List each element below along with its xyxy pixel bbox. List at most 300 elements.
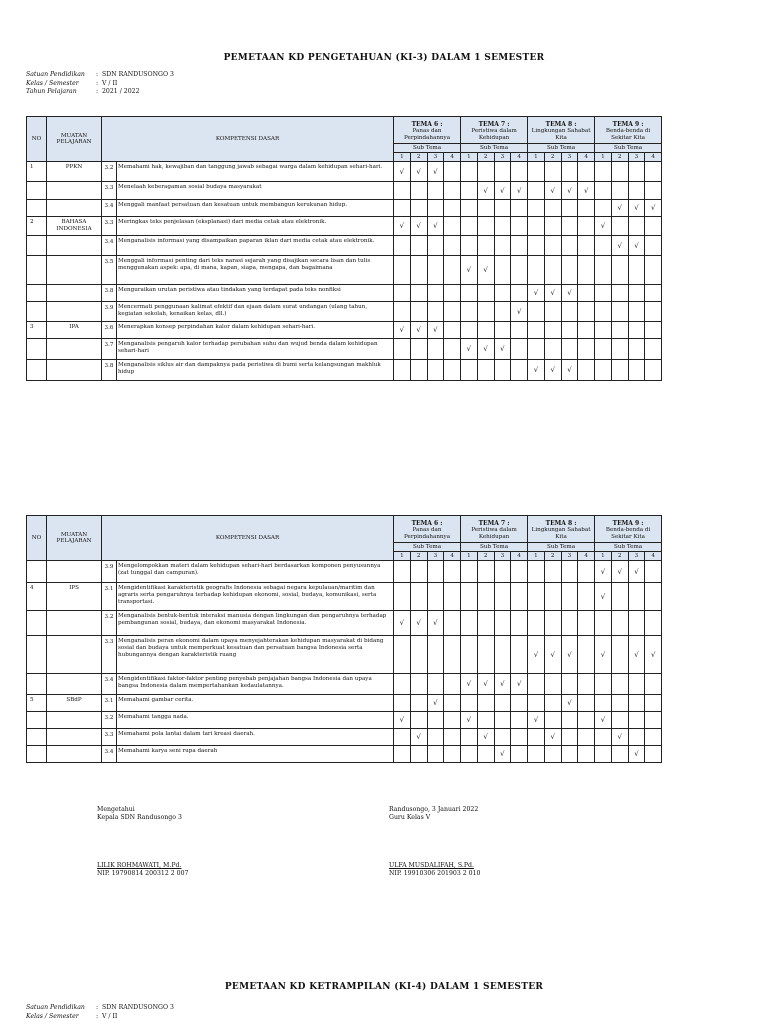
signature-right: Randusongo, 3 Januari 2022 Guru Kelas V ULFA MUSDALIFAH, S.Pd. NIP. 19910306 201903 2 010 [389, 806, 481, 877]
mark-cell [611, 674, 628, 695]
check-mark: √ [567, 186, 572, 195]
mark-cell [628, 611, 645, 636]
theme-name: Benda-benda di Sekitar Kita [605, 127, 651, 141]
check-mark: √ [550, 289, 555, 297]
subtema-number: 4 [645, 552, 662, 561]
mark-cell [461, 302, 478, 322]
mark-cell [410, 583, 427, 611]
subject-name [47, 302, 102, 322]
kd-description: Menguraikan urutan peristiwa atau tindakan yang terdapat pada teks nonfiksi [117, 285, 394, 302]
mark-cell [494, 636, 511, 674]
mark-cell [561, 322, 578, 339]
subject-name: BAHASA INDONESIA [47, 217, 102, 236]
subtema-label: Sub Tema [528, 543, 595, 552]
check-mark: √ [433, 619, 438, 627]
mark-cell [444, 182, 461, 200]
mark-cell [611, 636, 628, 674]
check-mark: √ [617, 204, 622, 212]
mark-cell [477, 285, 494, 302]
kd-number: 3.7 [102, 339, 117, 360]
mark-cell [494, 182, 511, 200]
subtema-number: 2 [611, 153, 628, 162]
mark-cell [461, 217, 478, 236]
mark-cell [477, 674, 494, 695]
mark-cell [410, 200, 427, 217]
mark-cell [410, 285, 427, 302]
subtema-label: Sub Tema [461, 543, 528, 552]
mark-cell [427, 674, 444, 695]
mark-cell [394, 561, 411, 583]
mark-cell [444, 636, 461, 674]
mark-cell [410, 712, 427, 729]
mark-cell [611, 583, 628, 611]
mark-cell [578, 236, 595, 256]
mark-cell [561, 674, 578, 695]
mark-cell [628, 729, 645, 746]
row-number [27, 256, 47, 285]
mark-cell [427, 285, 444, 302]
mark-cell [477, 746, 494, 763]
mark-cell [427, 695, 444, 712]
mark-cell [628, 339, 645, 360]
mark-cell [528, 674, 545, 695]
mark-cell [444, 162, 461, 182]
check-mark: √ [600, 716, 606, 724]
header-kompetensi-dasar: KOMPETENSI DASAR [102, 516, 394, 561]
mark-cell [394, 200, 411, 217]
table-row [27, 182, 662, 200]
mark-cell [544, 674, 561, 695]
row-number [27, 674, 47, 695]
table-row [27, 636, 662, 674]
mark-cell [511, 302, 528, 322]
principal-name: LILIK ROHMAWATI, M.Pd. [97, 862, 182, 869]
mark-cell [511, 746, 528, 763]
table-row [27, 729, 662, 746]
theme-label: TEMA 9 : [612, 120, 644, 128]
theme-name: Peristiwa dalam Kehidupan [471, 526, 517, 540]
mark-cell [578, 322, 595, 339]
theme-label: TEMA 7 : [478, 519, 510, 527]
check-mark: √ [650, 204, 656, 212]
mark-cell [494, 236, 511, 256]
mark-cell [578, 162, 595, 182]
theme-header-9 [595, 516, 662, 543]
mark-cell [410, 561, 427, 583]
mark-cell [528, 695, 545, 712]
mark-cell [444, 360, 461, 381]
subtema-number: 3 [494, 153, 511, 162]
mark-cell [461, 611, 478, 636]
mark-cell [427, 217, 444, 236]
check-mark: √ [416, 167, 421, 176]
mark-cell [611, 339, 628, 360]
header-no: NO [27, 516, 47, 561]
theme-header-9 [595, 117, 662, 144]
table-row [27, 746, 662, 763]
mark-cell [561, 561, 578, 583]
mark-cell [561, 611, 578, 636]
mark-cell [444, 729, 461, 746]
kd-number: 3.4 [102, 200, 117, 217]
header-row [27, 516, 662, 543]
mark-cell [511, 674, 528, 695]
row-number [27, 712, 47, 729]
mark-cell [477, 583, 494, 611]
mark-cell [595, 339, 612, 360]
mark-cell [494, 322, 511, 339]
mark-cell [544, 360, 561, 381]
subtema-number: 4 [444, 552, 461, 561]
kd-description: Memahami hak, kewajiban dan tanggung jawab sebagai warga dalam kehidupan sehari-hari. [117, 162, 394, 182]
row-number [27, 236, 47, 256]
mark-cell [628, 302, 645, 322]
kd-description: Menelaah keberagaman sosial budaya masyarakat [117, 182, 394, 200]
theme-header-7 [461, 516, 528, 543]
check-mark: √ [416, 326, 421, 334]
row-number [27, 302, 47, 322]
mark-cell [511, 339, 528, 360]
check-mark: √ [567, 366, 572, 374]
subtema-number: 1 [528, 153, 545, 162]
mark-cell [394, 695, 411, 712]
meta-row: Kelas / Semester : V / II [26, 1012, 118, 1020]
mark-cell [477, 302, 494, 322]
check-mark: √ [533, 716, 539, 724]
mark-cell [595, 200, 612, 217]
mark-cell [595, 583, 612, 611]
mark-cell [611, 611, 628, 636]
mark-cell [561, 285, 578, 302]
mark-cell [561, 636, 578, 674]
mark-cell [410, 746, 427, 763]
row-number: 1 [27, 162, 47, 182]
subtema-number: 1 [461, 552, 478, 561]
title-ki3: PEMETAAN KD PENGETAHUAN (KI-3) DALAM 1 SEMESTER [223, 53, 545, 63]
subtema-number: 2 [410, 552, 427, 561]
check-mark: √ [483, 345, 488, 353]
mark-cell [427, 339, 444, 360]
kd-description: Menganalisis peran ekonomi dalam upaya menyejahterakan kehidupan masyarakat di bidang sosial dan budaya untuk memperkuat kesatuan dan persatuan bangsa Indonesia serta hubungannya dengan karakteristik ruang [117, 636, 394, 674]
mark-cell [561, 236, 578, 256]
kd-number: 3.4 [102, 236, 117, 256]
check-mark: √ [634, 204, 639, 212]
mark-cell [611, 746, 628, 763]
mark-cell [410, 339, 427, 360]
mark-cell [461, 236, 478, 256]
mark-cell [528, 302, 545, 322]
mark-cell [528, 200, 545, 217]
mark-cell [394, 712, 411, 729]
mark-cell [628, 674, 645, 695]
mark-cell [394, 302, 411, 322]
mark-cell [578, 674, 595, 695]
check-mark: √ [500, 680, 505, 688]
mark-cell [494, 583, 511, 611]
mark-cell [544, 200, 561, 217]
mark-cell [645, 302, 662, 322]
kd-number: 3.1 [102, 583, 117, 611]
mark-cell [611, 360, 628, 381]
check-mark: √ [466, 716, 472, 724]
table-row [27, 217, 662, 236]
header-kompetensi-dasar: KOMPETENSI DASAR [102, 117, 394, 162]
mark-cell [628, 712, 645, 729]
theme-header-8 [528, 117, 595, 144]
subtema-number: 3 [628, 153, 645, 162]
mark-cell [511, 636, 528, 674]
subtema-number: 3 [561, 552, 578, 561]
mark-cell [628, 746, 645, 763]
theme-header-8 [528, 516, 595, 543]
mark-cell [628, 695, 645, 712]
kd-description: Mengidentifikasi karakteristik geografis Indonesia sebagai negara kepulauan/maritim dan agraris serta pengaruhnya terhadap kehidupan ekonomi, sosial, budaya, komunikasi, serta transportasi. [117, 583, 394, 611]
theme-header-6 [394, 516, 461, 543]
table-row [27, 322, 662, 339]
kd-description: Menganalisis pengaruh kalor terhadap perubahan suhu dan wujud benda dalam kehidupan sehari-hari [117, 339, 394, 360]
mark-cell [511, 561, 528, 583]
mark-cell [461, 712, 478, 729]
mark-cell [427, 611, 444, 636]
kd-number: 3.4 [102, 674, 117, 695]
mark-cell [511, 729, 528, 746]
kd-number: 3.3 [102, 729, 117, 746]
table-row [27, 285, 662, 302]
check-mark: √ [433, 167, 438, 176]
subject-name [47, 236, 102, 256]
mark-cell [494, 561, 511, 583]
mark-cell [528, 217, 545, 236]
subtema-number: 4 [444, 153, 461, 162]
mark-cell [511, 360, 528, 381]
mark-cell [511, 285, 528, 302]
header-muatan: MUATAN PELAJARAN [47, 516, 102, 561]
mark-cell [410, 217, 427, 236]
mark-cell [645, 583, 662, 611]
subtema-number: 3 [561, 153, 578, 162]
mark-cell [394, 217, 411, 236]
mark-cell [477, 162, 494, 182]
kd-number: 3.4 [102, 746, 117, 763]
check-mark: √ [500, 345, 505, 353]
title-ki4: PEMETAAN KD KETRAMPILAN (KI-4) DALAM 1 SEMESTER [224, 982, 544, 992]
mark-cell [528, 339, 545, 360]
mark-cell [595, 636, 612, 674]
mark-cell [444, 200, 461, 217]
mark-cell [595, 217, 612, 236]
subject-name [47, 182, 102, 200]
theme-label: TEMA 6 : [411, 120, 443, 128]
mark-cell [595, 746, 612, 763]
mark-cell [494, 360, 511, 381]
kd-number: 3.2 [102, 712, 117, 729]
mark-cell [628, 256, 645, 285]
mark-cell [628, 236, 645, 256]
subject-name [47, 674, 102, 695]
check-mark: √ [533, 650, 539, 659]
mark-cell [427, 236, 444, 256]
signature-left: Mengetahui Kepala SDN Randusongo 3 LILIK ROHMAWATI, M.Pd. NIP. 19790814 200312 2 007 [97, 806, 189, 877]
mark-cell [544, 712, 561, 729]
mark-cell [410, 611, 427, 636]
row-number: 4 [27, 583, 47, 611]
mark-cell [544, 236, 561, 256]
mark-cell [477, 561, 494, 583]
mark-cell [461, 695, 478, 712]
mark-cell [595, 561, 612, 583]
mark-cell [461, 636, 478, 674]
mark-cell [611, 256, 628, 285]
kd-description: Menerapkan konsep perpindahan kalor dalam kehidupan sehari-hari. [117, 322, 394, 339]
table-row [27, 339, 662, 360]
mark-cell [578, 636, 595, 674]
check-mark: √ [634, 650, 639, 659]
check-mark: √ [634, 241, 639, 250]
theme-label: TEMA 9 : [612, 519, 644, 527]
subtema-number: 3 [628, 552, 645, 561]
row-number [27, 360, 47, 381]
kd-number: 3.8 [102, 285, 117, 302]
check-mark: √ [533, 366, 539, 374]
subtema-number: 3 [427, 153, 444, 162]
mark-cell [427, 712, 444, 729]
subject-name [47, 561, 102, 583]
mark-cell [394, 339, 411, 360]
mark-cell [444, 746, 461, 763]
row-number [27, 200, 47, 217]
subtema-number: 2 [544, 153, 561, 162]
mark-cell [611, 200, 628, 217]
mark-cell [645, 729, 662, 746]
mark-cell [645, 236, 662, 256]
check-mark: √ [433, 222, 438, 230]
check-mark: √ [550, 650, 555, 659]
kd-description: Menganalisis bentuk-bentuk interaksi manusia dengan lingkungan dan pengaruhnya terhadap pembangunan sosial, budaya, dan ekonomi masyarakat Indonesia. [117, 611, 394, 636]
mark-cell [561, 217, 578, 236]
header-muatan: MUATAN PELAJARAN [47, 117, 102, 162]
check-mark: √ [483, 680, 488, 688]
mark-cell [628, 322, 645, 339]
mark-cell [477, 217, 494, 236]
table-row [27, 200, 662, 217]
check-mark: √ [466, 266, 472, 274]
mark-cell [394, 729, 411, 746]
mark-cell [628, 217, 645, 236]
meta-block-2 [26, 1004, 174, 1021]
kd-description: Mengelompokkan materi dalam kehidupan sehari-hari berdasarkan komponen penyusunnya (zat tunggal dan campuran). [117, 561, 394, 583]
check-mark: √ [600, 567, 606, 576]
mapping-table-2 [26, 515, 662, 763]
theme-label: TEMA 6 : [411, 519, 443, 527]
mark-cell [494, 256, 511, 285]
mark-cell [578, 561, 595, 583]
mark-cell [477, 360, 494, 381]
mark-cell [628, 182, 645, 200]
check-mark: √ [617, 567, 622, 576]
mark-cell [410, 674, 427, 695]
subtema-number: 2 [410, 153, 427, 162]
mark-cell [628, 200, 645, 217]
kd-number: 3.3 [102, 636, 117, 674]
mark-cell [511, 162, 528, 182]
mark-cell [528, 322, 545, 339]
mark-cell [528, 256, 545, 285]
subtema-label: Sub Tema [394, 543, 461, 552]
mark-cell [444, 695, 461, 712]
mark-cell [578, 712, 595, 729]
mark-cell [461, 583, 478, 611]
mark-cell [528, 162, 545, 182]
teacher-name: ULFA MUSDALIFAH, S.Pd. [389, 862, 474, 869]
kd-number: 3.8 [102, 360, 117, 381]
mark-cell [477, 339, 494, 360]
subject-name [47, 611, 102, 636]
mark-cell [494, 674, 511, 695]
mark-cell [494, 217, 511, 236]
meta-block [26, 71, 174, 97]
mark-cell [561, 162, 578, 182]
check-mark: √ [567, 699, 572, 707]
mark-cell [544, 729, 561, 746]
subtema-number: 3 [427, 552, 444, 561]
check-mark: √ [416, 733, 421, 741]
table-row [27, 302, 662, 322]
check-mark: √ [550, 366, 555, 374]
subtema-number: 1 [394, 153, 411, 162]
mark-cell [528, 561, 545, 583]
mark-cell [544, 583, 561, 611]
mark-cell [427, 729, 444, 746]
check-mark: √ [466, 345, 472, 353]
principal-nip: NIP. 19790814 200312 2 007 [97, 870, 189, 877]
mark-cell [410, 695, 427, 712]
mark-cell [427, 561, 444, 583]
mark-cell [595, 360, 612, 381]
mark-cell [477, 636, 494, 674]
table-row [27, 256, 662, 285]
mark-cell [461, 162, 478, 182]
kd-number: 3.2 [102, 162, 117, 182]
theme-name: Panas dan Perpindahannya [404, 127, 451, 141]
check-mark: √ [433, 699, 438, 707]
subtema-label: Sub Tema [394, 144, 461, 153]
mark-cell [477, 712, 494, 729]
mark-cell [528, 360, 545, 381]
kd-description: Menggali manfaat persatuan dan kesatuan untuk membangun kerukunan hidup. [117, 200, 394, 217]
mark-cell [561, 729, 578, 746]
subject-name [47, 200, 102, 217]
mark-cell [528, 182, 545, 200]
mark-cell [494, 339, 511, 360]
check-mark: √ [399, 167, 405, 176]
mark-cell [511, 217, 528, 236]
mark-cell [595, 322, 612, 339]
mark-cell [444, 256, 461, 285]
mark-cell [595, 285, 612, 302]
mark-cell [645, 712, 662, 729]
row-number [27, 182, 47, 200]
mark-cell [595, 729, 612, 746]
table-row [27, 561, 662, 583]
subject-name [47, 746, 102, 763]
mark-cell [528, 611, 545, 636]
mark-cell [578, 200, 595, 217]
mark-cell [461, 256, 478, 285]
meta-row: Satuan Pendidikan : SDN RANDUSONGO 3 [26, 1004, 174, 1011]
kd-description: Memahami gambar cerita. [117, 695, 394, 712]
mark-cell [427, 182, 444, 200]
theme-header-7 [461, 117, 528, 144]
